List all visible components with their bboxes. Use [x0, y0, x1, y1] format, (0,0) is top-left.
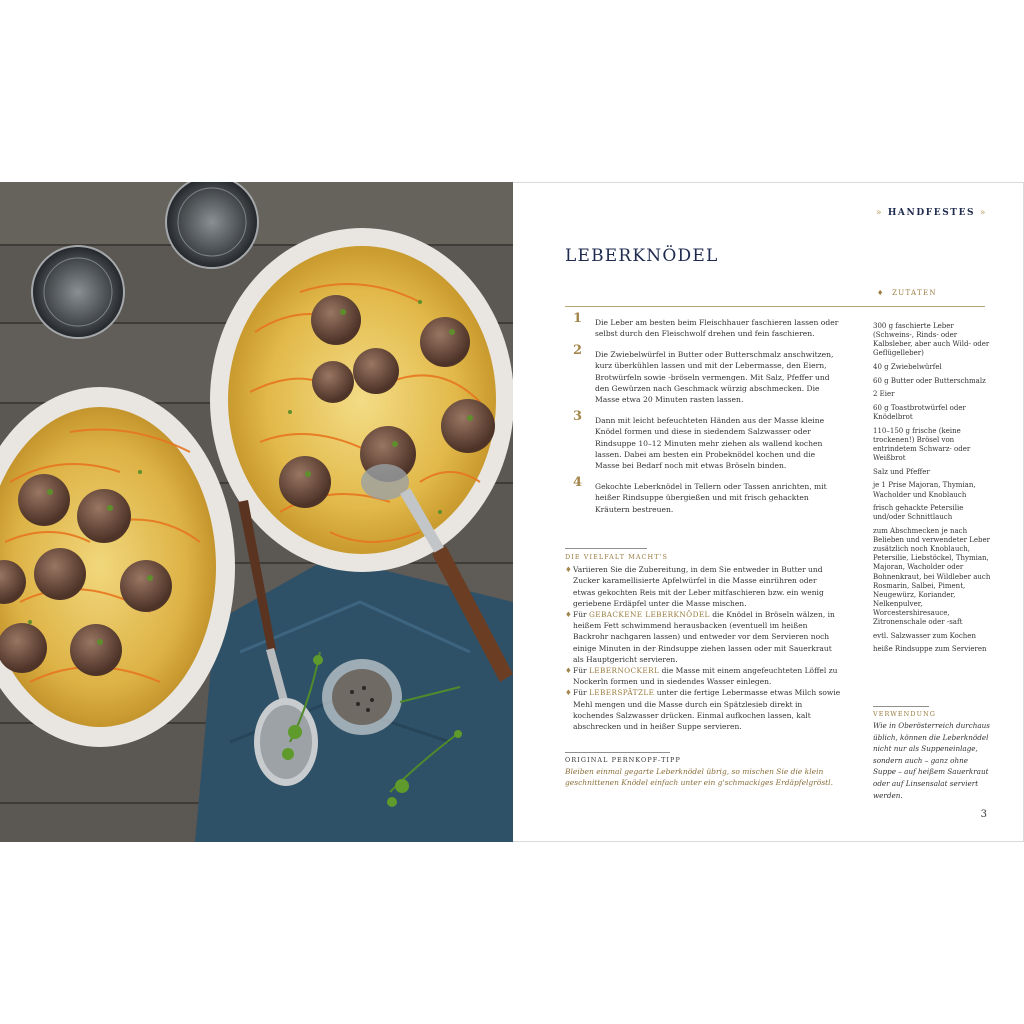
tip-text: Bleiben einmal gegarte Leberknödel übrig, so mischen Sie die klein geschnittenen Knödel einfach unter ein g'schmackiges Erdäpfelgröstl.	[565, 767, 833, 787]
book-spread	[0, 182, 1024, 842]
step-text: Die Leber am besten beim Fleischhauer faschieren lassen oder selbst durch den Fleischwolf drehen und fein faschieren.	[595, 318, 839, 339]
step-number: 3	[573, 408, 583, 424]
ingredient-item: 2 Eier	[873, 390, 895, 399]
variations-box	[565, 548, 841, 732]
ingredients-heading-marker: ♦	[877, 289, 885, 297]
step-number: 2	[573, 342, 583, 358]
preparation-steps	[565, 311, 841, 524]
original-tip	[565, 752, 855, 788]
food-photo	[0, 182, 513, 842]
step-number: 4	[573, 474, 583, 490]
variation-text: Variieren Sie die Zubereitung, in dem Sie entweder in Butter und Zucker karamellisierte Apfelwürfel in die Masse einrühren oder etwas gekochten Reis mit der Leber mitfaschieren bzw. ein wenig geriebene Erdäpfel unter die Masse mischen.	[573, 565, 824, 608]
diamond-bullet-icon: ♦	[565, 666, 572, 676]
usage-rule	[873, 706, 929, 707]
diamond-bullet-icon: ♦	[565, 565, 572, 575]
ingredient-item: heiße Rindsuppe zum Servieren	[873, 645, 987, 654]
ingredient-item: je 1 Prise Majoran, Thymian, Wacholder und Knoblauch	[873, 481, 976, 499]
ingredient-item: 60 g Butter oder Butterschmalz	[873, 376, 986, 385]
ingredient-item: 110–150 g frische (keine trockenen!) Brösel von entrindetem Schwarz- oder Weißbrot	[873, 426, 971, 463]
diamond-bullet-icon: ♦	[565, 688, 572, 698]
tip-heading: ORIGINAL PERNKOPF-TIPP	[565, 756, 681, 764]
ingredients-heading-label: ZUTATEN	[892, 289, 937, 297]
ingredients-heading	[877, 289, 937, 297]
variation-highlight: GEBACKENE LEBERKNÖDEL	[589, 610, 710, 620]
variation-text: die Knödel in Bröseln wälzen, in heißem Fett schwimmend herausbacken (eventuell im heißen Backrohr nachgaren lassen) und entweder vor dem Servieren noch einige Minuten in der Rindsuppe ziehen lassen oder mit Sauerkraut als Hauptgericht servieren.	[573, 610, 835, 664]
header-divider	[565, 306, 985, 307]
variation-item	[565, 609, 841, 665]
variation-item	[565, 687, 841, 732]
step-number: 1	[573, 311, 583, 326]
usage-note	[873, 706, 993, 801]
variation-highlight: LEBERSPÄTZLE	[589, 688, 655, 698]
step-text: Die Zwiebelwürfel in Butter oder Butterschmalz anschwitzen, kurz überkühlen lassen und mit der Lebermasse, den Eiern, Brotwürfeln sowie -bröseln vermengen. Mit Salz, Pfeffer und den Gewürzen nach Geschmack würzig abschmecken. Die Masse etwa 20 Minuten rasten lassen.	[595, 349, 834, 405]
section-marker-left: »	[875, 208, 884, 218]
variation-text: unter die fertige Lebermasse etwas Milch sowie Mehl mengen und die Masse durch ein Spätzlesieb direkt in kochendes Salzwasser drücken. Einmal aufkochen lassen, kalt abschrecken und in heißer Suppe servieren.	[573, 688, 841, 732]
variation-highlight: LEBERNOCKERL	[589, 666, 660, 676]
ingredient-list	[873, 322, 991, 659]
usage-heading: VERWENDUNG	[873, 710, 936, 718]
section-tag	[876, 208, 987, 218]
recipe-page	[513, 182, 1024, 842]
variation-item	[565, 665, 841, 687]
step-text: Gekochte Leberknödel in Tellern oder Tassen anrichten, mit heißer Rindsuppe übergießen und mit frisch gehackten Kräutern bestreuen.	[595, 481, 827, 514]
ingredient-item: evtl. Salzwasser zum Kochen	[873, 631, 976, 640]
recipe-title: LEBERKNÖDEL	[565, 246, 719, 266]
variations-heading: DIE VIELFALT MACHT'S	[565, 553, 668, 561]
step-2	[565, 342, 841, 406]
ingredient-item: frisch gehackte Petersilie und/oder Schnittlauch	[873, 504, 964, 522]
food-photo-illustration	[0, 182, 513, 842]
variation-prefix: Für	[573, 688, 587, 698]
variation-prefix: Für	[573, 666, 587, 676]
variation-item	[565, 564, 841, 609]
variation-prefix: Für	[573, 610, 587, 620]
diamond-bullet-icon: ♦	[565, 610, 572, 620]
section-label: HANDFESTES	[887, 208, 976, 218]
usage-text: Wie in Oberösterreich durchaus üblich, können die Leberknödel nicht nur als Suppeneinlage, sondern auch – ganz ohne Suppe – auf heißem Sauerkraut oder auf Linsensalat serviert werden.	[873, 721, 990, 800]
step-1	[565, 311, 841, 340]
ingredient-item: 40 g Zwiebelwürfel	[873, 362, 942, 371]
ingredient-item: zum Abschmecken je nach Belieben und verwendeter Leber zusätzlich noch Knoblauch, Petersilie, Liebstöckel, Thymian, Majoran, Wacholder oder Bohnenkraut, bei Wildleber auch Rosmarin, Salbei, Piment, Neugewürz, Koriander, Nelkenpulver, Worcestershiresauce, Zitronenschale oder -saft	[873, 527, 991, 626]
page-number: 3	[980, 809, 987, 820]
variation-text: die Masse mit einem angefeuchteten Löffel zu Nockerln formen und in siedendes Wasser einlegen.	[573, 666, 838, 687]
ingredient-item: 300 g faschierte Leber (Schweins-, Rinds- oder Kalbsleber, aber auch Wild- oder Geflügelleber)	[873, 322, 990, 358]
step-text: Dann mit leicht befeuchteten Händen aus der Masse kleine Knödel formen und diese in siedendem Salzwasser oder Rindsuppe 10–12 Minuten mehr ziehen als wallend kochen lassen. Dabei am besten ein Probeknödel kochen und die Masse bei Bedarf noch mit etwas Bröseln binden.	[595, 415, 825, 471]
step-4	[565, 474, 841, 515]
variations-rule	[565, 548, 647, 549]
step-3	[565, 408, 841, 472]
ingredient-item: Salz und Pfeffer	[873, 467, 930, 476]
ingredient-item: 60 g Toastbrotwürfel oder Knödelbrot	[873, 404, 966, 422]
tip-rule	[565, 752, 670, 753]
section-marker-right: »	[979, 208, 987, 218]
